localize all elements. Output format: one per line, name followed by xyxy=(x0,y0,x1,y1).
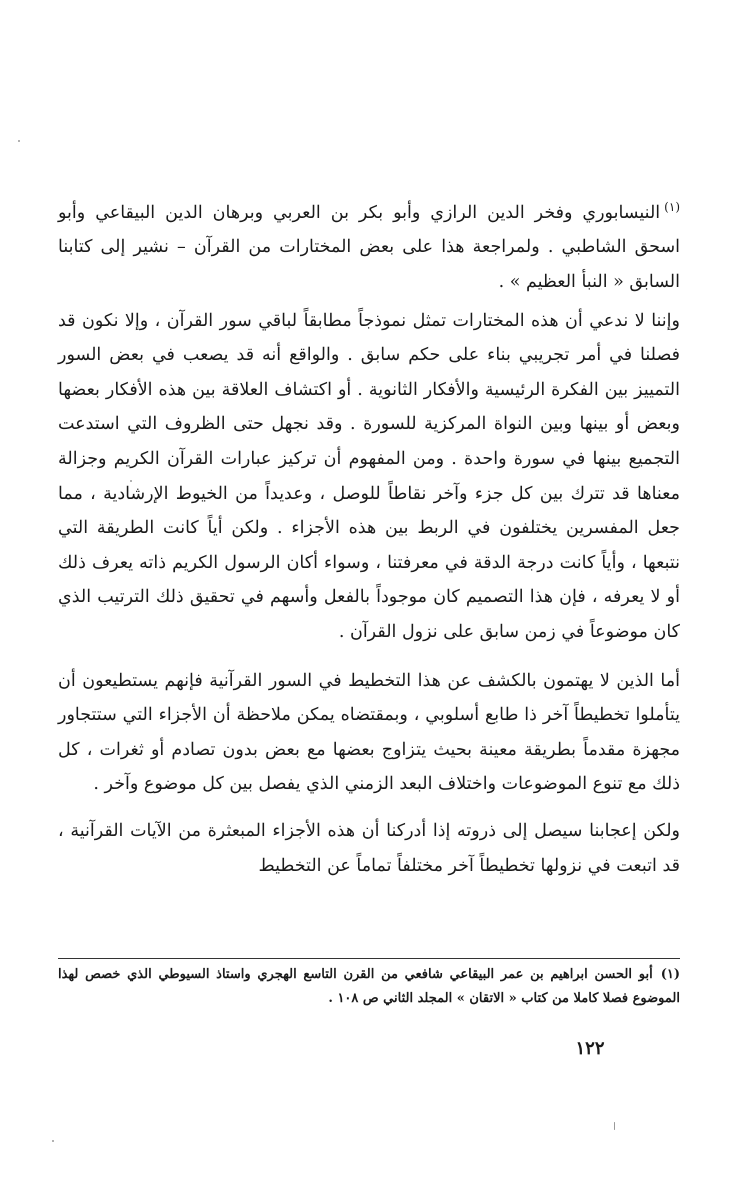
page-number: ١٢٢ xyxy=(575,1038,605,1059)
paragraph-continuation xyxy=(58,190,680,300)
paragraph-1-text: النيسابوري وفخر الدين الرازي وأبو بكر بن العربي وبرهان الدين البيقاعي وأبو اسحق الشاطبي . ولمراجعة هذا على بعض المختارات من القرآن – نشير إلى كتابنا السابق « النبأ العظيم » . xyxy=(58,202,680,293)
scan-speck xyxy=(614,1122,615,1130)
scan-speck xyxy=(18,140,20,142)
footnote-text: أبو الحسن ابراهيم بن عمر البيقاعي شافعي من القرن التاسع الهجري واستاذ السيوطي الذي خصص لهذا الموضوع فصلا كاملا من كتاب « الاتقان » المجلد الثاني ص ١٠٨ . xyxy=(58,967,680,1006)
scan-speck xyxy=(52,1140,54,1142)
paragraph-3: أما الذين لا يهتمون بالكشف عن هذا التخطيط في السور القرآنية فإنهم يستطيعون أن يتأملوا تخطيطاً آخر ذا طابع أسلوبي ، وبمقتضاه يمكن ملاحظة أن الأجزاء التي ستتجاور مجهزة مقدماً بطريقة معينة بحيث يتزاوج بعضها مع بعض بدون تصادم أو ثغرات ، كل ذلك مع تنوع الموضوعات واختلاف البعد الزمني الذي يفصل بين كل موضوع وآخر . xyxy=(58,670,680,795)
paragraph-4: ولكن إعجابنا سيصل إلى ذروته إذا أدركنا أن هذه الأجزاء المبعثرة من الآيات القرآنية ، قد اتبعت في نزولها تخطيطاً آخر مختلفاً تماماً عن التخطيط xyxy=(58,820,680,876)
footnote-reference: (١) xyxy=(664,200,680,214)
footnote-divider xyxy=(58,958,680,959)
scan-speck xyxy=(130,480,132,482)
footnote xyxy=(58,963,680,1011)
footnote-marker: (١) xyxy=(660,967,680,982)
main-text xyxy=(58,190,680,883)
paragraph-2: وإننا لا ندعي أن هذه المختارات تمثل نموذجاً مطابقاً لباقي سور القرآن ، وإلا نكون قد فصلنا في أمر تجريبي بناء على حكم سابق . والواقع أنه قد يصعب في بعض السور التمييز بين الفكرة الرئيسية والأفكار الثانوية . أو اكتشاف العلاقة بين هذه الأفكار بعضها وبعض أو بينها وبين النواة المركزية للسورة . وقد نجهل حتى الظروف التي استدعت التجميع بينها في سورة واحدة . ومن المفهوم أن تركيز عبارات القرآن الكريم وجزالة معناها قد تترك بين كل جزء وآخر نقاطاً للوصل ، وعديداً من الخيوط الإرشادية ، مما جعل المفسرين يختلفون في الربط بين هذه الأجزاء . ولكن أياً كانت الطريقة التي نتبعها ، وأياً كانت درجة الدقة في معرفتنا ، وسواء أكان الرسول الكريم ذاته يعرف ذلك أو لا يعرفه ، فإن هذا التصميم كان موجوداً بالفعل وأسهم في تحقيق ذلك الترتيب الذي كان موضوعاً في زمن سابق على نزول القرآن . xyxy=(58,310,680,642)
